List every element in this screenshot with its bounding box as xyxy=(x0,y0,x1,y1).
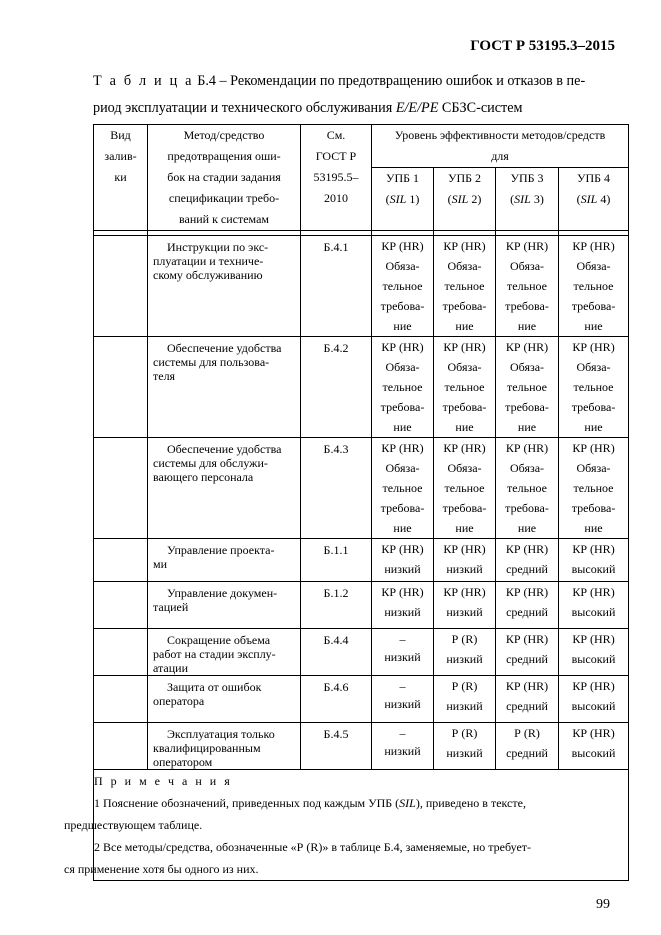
level-value: КР (HR) xyxy=(381,441,424,455)
level-value: тельное xyxy=(444,380,485,394)
kind-cell xyxy=(94,629,148,676)
level-value: низкий xyxy=(384,605,421,619)
caption-line2a: риод эксплуатации и технического обслуживания xyxy=(93,100,396,116)
level-cell xyxy=(496,629,559,676)
level-value: тельное xyxy=(507,279,547,293)
level-sil: (SIL 1) xyxy=(385,192,420,207)
level-value: Обяза- xyxy=(385,360,420,374)
level-value: тельное xyxy=(573,481,614,495)
level-value: Обяза- xyxy=(509,259,545,273)
level-value: высокий xyxy=(571,699,616,713)
level-value: ние xyxy=(517,319,537,333)
level-cell xyxy=(434,236,496,337)
level-value: требова- xyxy=(442,400,487,414)
level-value: средний xyxy=(506,699,548,713)
level-value: Обяза- xyxy=(509,461,545,475)
level-value: КР (HR) xyxy=(572,726,615,740)
ref-cell: Б.4.5 xyxy=(301,723,372,770)
level-cell xyxy=(496,438,559,539)
level-cell xyxy=(434,723,496,770)
level-name: УПБ 1 xyxy=(385,171,420,186)
level-value: требова- xyxy=(505,400,549,414)
level-value: требова- xyxy=(505,299,549,313)
level-value: Р (R) xyxy=(514,726,540,740)
level-value: тельное xyxy=(573,380,614,394)
level-value: требова- xyxy=(380,400,425,414)
method-line: системы для пользова- xyxy=(153,355,270,369)
level-value: КР (HR) xyxy=(572,340,615,354)
level-cell xyxy=(372,337,434,438)
note-1-a: 1 Пояснение обозначений, приведенных под каждым УПБ ( xyxy=(94,796,400,810)
level-value: КР (HR) xyxy=(572,679,615,693)
level-value: ние xyxy=(517,521,537,535)
level-value: КР (HR) xyxy=(443,585,486,599)
kind-cell xyxy=(94,438,148,539)
note-1-sil: SIL xyxy=(399,796,416,810)
level-cell xyxy=(434,337,496,438)
level-value: ние xyxy=(584,521,603,535)
method-line: скому обслуживанию xyxy=(153,268,263,282)
kind-header-line: Вид xyxy=(110,128,131,142)
col-method-header xyxy=(148,125,301,231)
level-value: тельное xyxy=(507,481,547,495)
table-row xyxy=(94,629,629,676)
level-header-line: для xyxy=(491,149,509,163)
method-cell xyxy=(148,676,301,723)
ref-header-line: См. xyxy=(326,128,346,142)
level-value: Обяза- xyxy=(576,259,611,273)
level-col-header xyxy=(372,168,434,231)
caption-line2b: СБЗС-систем xyxy=(438,100,523,116)
level-value: ние xyxy=(455,420,474,434)
table-row xyxy=(94,582,629,629)
level-value: КР (HR) xyxy=(443,542,486,556)
level-value: требова- xyxy=(380,501,425,515)
level-value: низкий xyxy=(384,650,421,664)
level-value: тельное xyxy=(573,279,614,293)
method-header-line: бок на стадии задания xyxy=(167,170,281,184)
method-line: Управление докумен- xyxy=(167,586,278,600)
table-row xyxy=(94,723,629,770)
level-value: Обяза- xyxy=(447,259,482,273)
kind-cell xyxy=(94,676,148,723)
ref-header-line: 2010 xyxy=(324,191,348,205)
level-value: Обяза- xyxy=(447,360,482,374)
level-cell xyxy=(559,723,629,770)
method-line: плуатации и техниче- xyxy=(153,254,264,268)
caption-line1: Б.4 – Рекомендации по предотвращению ошибок и отказов в пе- xyxy=(193,73,586,89)
method-cell xyxy=(148,337,301,438)
level-value: – xyxy=(399,679,406,693)
table-row xyxy=(94,438,629,539)
level-name: УПБ 4 xyxy=(576,171,611,186)
level-value: средний xyxy=(506,605,548,619)
level-value: низкий xyxy=(384,562,421,576)
method-line: вающего персонала xyxy=(153,470,254,484)
level-cell xyxy=(372,539,434,582)
method-line: ми xyxy=(153,557,168,571)
level-cell xyxy=(434,582,496,629)
level-value: Обяза- xyxy=(576,461,611,475)
level-value: КР (HR) xyxy=(381,542,424,556)
kind-cell xyxy=(94,337,148,438)
sil-abbr: SIL xyxy=(580,192,598,207)
level-value: средний xyxy=(506,652,548,666)
level-value: низкий xyxy=(384,744,421,758)
level-value: средний xyxy=(506,746,548,760)
method-header-line: спецификации требо- xyxy=(168,191,280,205)
level-col-header xyxy=(496,168,559,231)
ref-cell: Б.1.2 xyxy=(301,582,372,629)
method-cell xyxy=(148,236,301,337)
level-cell xyxy=(559,236,629,337)
level-cell xyxy=(496,539,559,582)
method-cell xyxy=(148,723,301,770)
level-value: Р (R) xyxy=(451,679,478,693)
method-header-line: ваний к системам xyxy=(178,212,269,226)
level-value: КР (HR) xyxy=(381,585,424,599)
level-value: тельное xyxy=(444,279,485,293)
level-cell xyxy=(559,629,629,676)
level-cell xyxy=(372,582,434,629)
notes-row xyxy=(94,770,629,881)
level-value: высокий xyxy=(571,746,616,760)
level-cell xyxy=(496,337,559,438)
ref-cell: Б.4.3 xyxy=(301,438,372,539)
kind-header-line: ки xyxy=(114,170,127,184)
level-cell xyxy=(496,236,559,337)
note-1-cont: предшествующем таблице. xyxy=(64,818,203,832)
level-cell xyxy=(559,582,629,629)
level-cell xyxy=(559,539,629,582)
notes-cell xyxy=(64,770,629,881)
level-value: Обяза- xyxy=(385,461,420,475)
method-line: квалифицированным xyxy=(153,741,261,755)
method-line: системы для обслужи- xyxy=(153,456,268,470)
ref-cell: Б.4.4 xyxy=(301,629,372,676)
level-cell xyxy=(559,438,629,539)
col-ref-header xyxy=(301,125,372,231)
method-line: Управление проекта- xyxy=(167,543,275,557)
level-cell xyxy=(434,629,496,676)
sil-abbr: SIL xyxy=(451,192,469,207)
level-value: низкий xyxy=(384,697,421,711)
level-value: требова- xyxy=(505,501,549,515)
level-value: КР (HR) xyxy=(443,441,486,455)
level-value: требова- xyxy=(571,400,616,414)
level-cell xyxy=(496,582,559,629)
level-sil: (SIL 2) xyxy=(447,192,482,207)
sil-number: 2) xyxy=(468,192,482,207)
method-line: Сокращение объема xyxy=(167,633,271,647)
level-value: Обяза- xyxy=(447,461,482,475)
caption-prefix: Т а б л и ц а xyxy=(93,73,194,89)
level-value: – xyxy=(399,632,406,646)
level-cell xyxy=(434,539,496,582)
kind-cell xyxy=(94,582,148,629)
method-header-line: Метод/средство xyxy=(183,128,265,142)
level-value: ние xyxy=(455,521,474,535)
table-caption xyxy=(93,68,613,122)
method-cell xyxy=(148,629,301,676)
level-col-header xyxy=(434,168,496,231)
kind-cell xyxy=(94,723,148,770)
method-cell xyxy=(148,582,301,629)
level-name: УПБ 3 xyxy=(510,171,544,186)
table-row xyxy=(94,337,629,438)
ref-header-line: 53195.5– xyxy=(313,170,359,184)
caption-line2-italic: E/E/PE xyxy=(395,100,439,116)
sil-abbr: SIL xyxy=(389,192,407,207)
level-cell xyxy=(434,676,496,723)
level-value: требова- xyxy=(442,299,487,313)
level-value: КР (HR) xyxy=(505,679,549,693)
level-value: КР (HR) xyxy=(381,239,424,253)
level-value: ние xyxy=(584,420,603,434)
level-value: тельное xyxy=(507,380,547,394)
level-value: требова- xyxy=(442,501,487,515)
sil-number: 1) xyxy=(406,192,420,207)
level-value: КР (HR) xyxy=(572,632,615,646)
level-value: требова- xyxy=(571,501,616,515)
level-value: ние xyxy=(455,319,474,333)
level-value: КР (HR) xyxy=(505,441,549,455)
level-value: тельное xyxy=(382,481,423,495)
standard-number: ГОСТ Р 53195.3–2015 xyxy=(470,38,615,54)
level-value: высокий xyxy=(571,562,616,576)
level-cell xyxy=(372,236,434,337)
level-value: КР (HR) xyxy=(505,542,549,556)
level-value: Р (R) xyxy=(451,632,478,646)
level-cell xyxy=(559,676,629,723)
method-cell xyxy=(148,539,301,582)
level-value: низкий xyxy=(446,562,483,576)
method-line: работ на стадии эксплу- xyxy=(153,647,276,661)
level-cell xyxy=(372,629,434,676)
sil-number: 3) xyxy=(530,192,544,207)
level-value: КР (HR) xyxy=(505,340,549,354)
level-value: КР (HR) xyxy=(572,239,615,253)
level-cell xyxy=(496,676,559,723)
level-value: низкий xyxy=(446,746,483,760)
level-cell xyxy=(372,723,434,770)
kind-header-line: залив- xyxy=(104,149,137,163)
level-value: низкий xyxy=(446,699,483,713)
method-line: Защита от ошибок xyxy=(167,680,262,694)
notes-title: П р и м е ч а н и я xyxy=(94,774,233,788)
level-value: тельное xyxy=(444,481,485,495)
method-line: теля xyxy=(153,369,176,383)
method-line: Эксплуатация только xyxy=(167,727,275,741)
level-value: Р (R) xyxy=(451,726,478,740)
level-header-line: Уровень эффективности методов/средств xyxy=(394,128,606,142)
table-row xyxy=(94,236,629,337)
level-value: средний xyxy=(506,562,548,576)
level-name: УПБ 2 xyxy=(447,171,482,186)
level-cell xyxy=(496,723,559,770)
level-value: КР (HR) xyxy=(572,585,615,599)
level-cell xyxy=(434,438,496,539)
ref-cell: Б.1.1 xyxy=(301,539,372,582)
note-2-cont: ся применение хотя бы одного из них. xyxy=(64,862,259,876)
level-cell xyxy=(559,337,629,438)
sil-abbr: SIL xyxy=(514,192,531,207)
note-1-b: ), приведено в тексте, xyxy=(415,796,526,810)
level-value: КР (HR) xyxy=(443,340,486,354)
level-value: требова- xyxy=(380,299,425,313)
level-value: Обяза- xyxy=(576,360,611,374)
level-value: ние xyxy=(393,319,412,333)
level-value: КР (HR) xyxy=(572,542,615,556)
level-value: Обяза- xyxy=(385,259,420,273)
level-value: ние xyxy=(393,521,412,535)
level-value: КР (HR) xyxy=(572,441,615,455)
page-number: 99 xyxy=(596,897,610,912)
kind-cell xyxy=(94,539,148,582)
level-value: КР (HR) xyxy=(505,239,549,253)
level-value: – xyxy=(399,726,406,740)
method-cell xyxy=(148,438,301,539)
level-value: ние xyxy=(393,420,412,434)
note-2: 2 Все методы/средства, обозначенные «Р (R)» в таблице Б.4, заменяемые, но требует- xyxy=(94,840,532,854)
level-value: высокий xyxy=(571,605,616,619)
col-level-header xyxy=(372,125,629,168)
level-col-header xyxy=(559,168,629,231)
table-row xyxy=(94,539,629,582)
col-kind-header xyxy=(94,125,148,231)
method-header-line: предотвращения оши- xyxy=(167,149,281,163)
level-cell xyxy=(372,676,434,723)
note-1 xyxy=(94,792,628,814)
level-cell xyxy=(372,438,434,539)
level-value: низкий xyxy=(446,605,483,619)
method-line: оператором xyxy=(153,755,213,769)
level-sil: (SIL 4) xyxy=(576,192,611,207)
level-value: требова- xyxy=(571,299,616,313)
level-sil: (SIL 3) xyxy=(510,192,544,207)
ref-cell: Б.4.2 xyxy=(301,337,372,438)
level-value: Обяза- xyxy=(509,360,545,374)
ref-cell: Б.4.6 xyxy=(301,676,372,723)
level-value: ние xyxy=(584,319,603,333)
level-value: КР (HR) xyxy=(443,239,486,253)
method-line: атации xyxy=(153,661,188,675)
level-value: высокий xyxy=(571,652,616,666)
sil-number: 4) xyxy=(597,192,611,207)
level-value: тельное xyxy=(382,279,423,293)
method-line: оператора xyxy=(153,694,205,708)
level-value: ние xyxy=(517,420,537,434)
method-line: Обеспечение удобства xyxy=(167,341,282,355)
recommendations-table xyxy=(64,124,629,881)
table-row xyxy=(94,676,629,723)
level-value: КР (HR) xyxy=(505,585,549,599)
level-value: тельное xyxy=(382,380,423,394)
method-line: тацией xyxy=(153,600,189,614)
method-line: Обеспечение удобства xyxy=(167,442,282,456)
kind-cell xyxy=(94,236,148,337)
ref-header-line: ГОСТ Р xyxy=(315,149,357,163)
level-value: КР (HR) xyxy=(381,340,424,354)
method-line: Инструкции по экс- xyxy=(167,240,269,254)
level-value: низкий xyxy=(446,652,483,666)
level-value: КР (HR) xyxy=(505,632,549,646)
ref-cell: Б.4.1 xyxy=(301,236,372,337)
